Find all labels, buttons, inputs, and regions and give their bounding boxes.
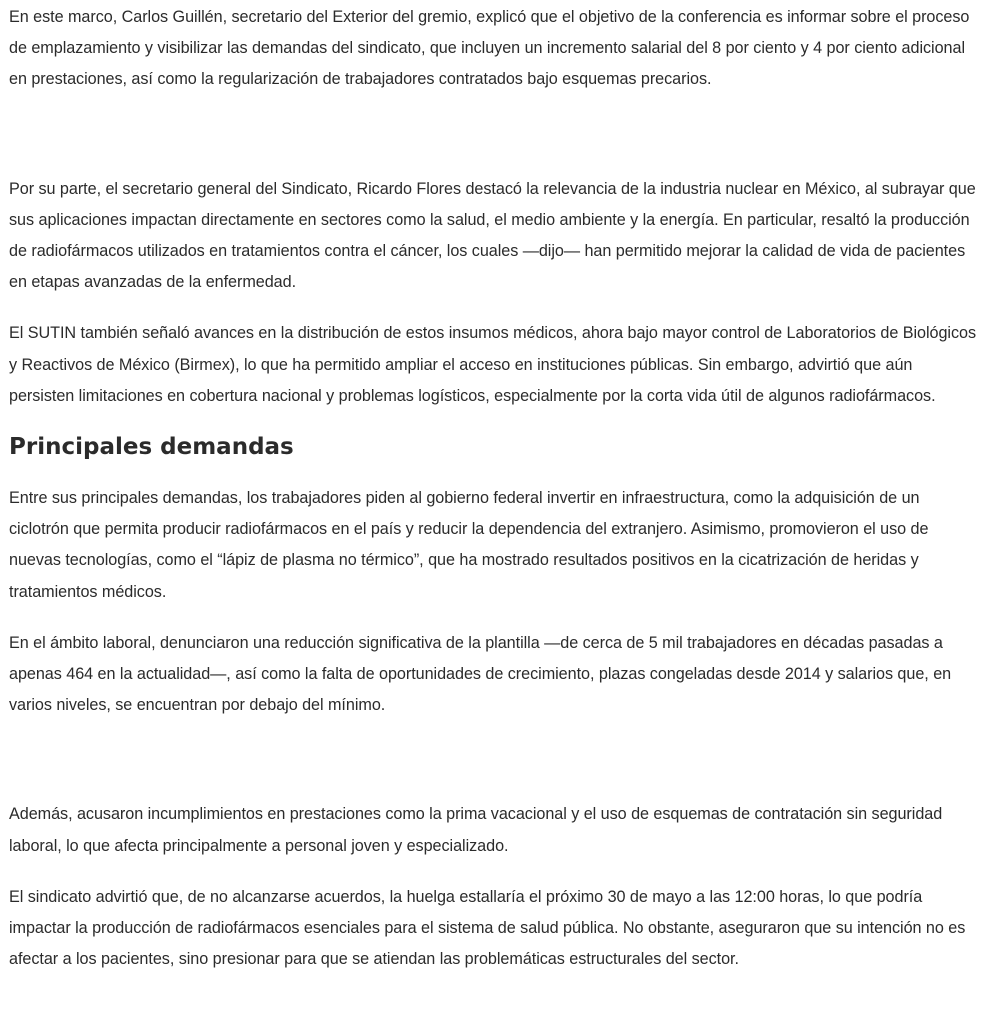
paragraph-demandas-infraestructura: Entre sus principales demandas, los trabajadores piden al gobierno federal invertir en infraestructura, como la adquisición de un ciclotrón que permita producir radiofármacos en el país y reducir la dependencia del extranjero. Asimismo, promovieron el uso de nuevas tecnologías, como el “lápiz de plasma no térmico”, que ha mostrado resultados positivos en la cicatrización de heridas y tratamientos médicos.: [9, 489, 929, 601]
paragraph-ricardo-flores: Por su parte, el secretario general del Sindicato, Ricardo Flores destacó la relevancia de la industria nuclear en México, al subrayar que sus aplicaciones impactan directamente en sectores como la salud, el medio ambiente y la energía. En particular, resaltó la producción de radiofármacos utilizados en tratamientos contra el cáncer, los cuales —dijo— han permitido mejorar la calidad de vida de pacientes en etapas avanzadas de la enfermedad.: [9, 179, 976, 292]
section-heading-principales-demandas: Principales demandas: [9, 434, 294, 461]
paragraph-ambito-laboral: En el ámbito laboral, denunciaron una reducción significativa de la plantilla —de cerca de 5 mil trabajadores en décadas pasadas a apenas 464 en la actualidad—, así como la falta de oportunidades de crecimiento, plazas congeladas desde 2014 y salarios que, en varios niveles, se encuentran por debajo del mínimo.: [9, 633, 952, 715]
paragraph-prestaciones: Además, acusaron incumplimientos en prestaciones como la prima vacacional y el uso de esquemas de contratación sin seguridad laboral, lo que afecta principalmente a personal joven y especializado.: [9, 805, 943, 855]
paragraph-sutin-birmex: El SUTIN también señaló avances en la distribución de estos insumos médicos, ahora bajo mayor control de Laboratorios de Biológicos y Reactivos de México (Birmex), lo que ha permitido ampliar el acceso en instituciones públicas. Sin embargo, advirtió que aún persisten limitaciones en cobertura nacional y problemas logísticos, especialmente por la corta vida útil de algunos radiofármacos.: [9, 324, 977, 405]
paragraph-carlos-guillen: En este marco, Carlos Guillén, secretario del Exterior del gremio, explicó que el objetivo de la conferencia es informar sobre el proceso de emplazamiento y visibilizar las demandas del sindicato, que incluyen un incremento salarial del 8 por ciento y 4 por ciento adicional en prestaciones, así como la regularización de trabajadores contratados bajo esquemas precarios.: [9, 8, 970, 89]
article-body: [9, 2, 979, 975]
paragraph-huelga: El sindicato advirtió que, de no alcanzarse acuerdos, la huelga estallaría el próximo 30 de mayo a las 12:00 horas, lo que podría impactar la producción de radiofármacos esenciales para el sistema de salud pública. No obstante, aseguraron que su intención no es afectar a los pacientes, sino presionar para que se atiendan las problemáticas estructurales del sector.: [9, 887, 966, 969]
